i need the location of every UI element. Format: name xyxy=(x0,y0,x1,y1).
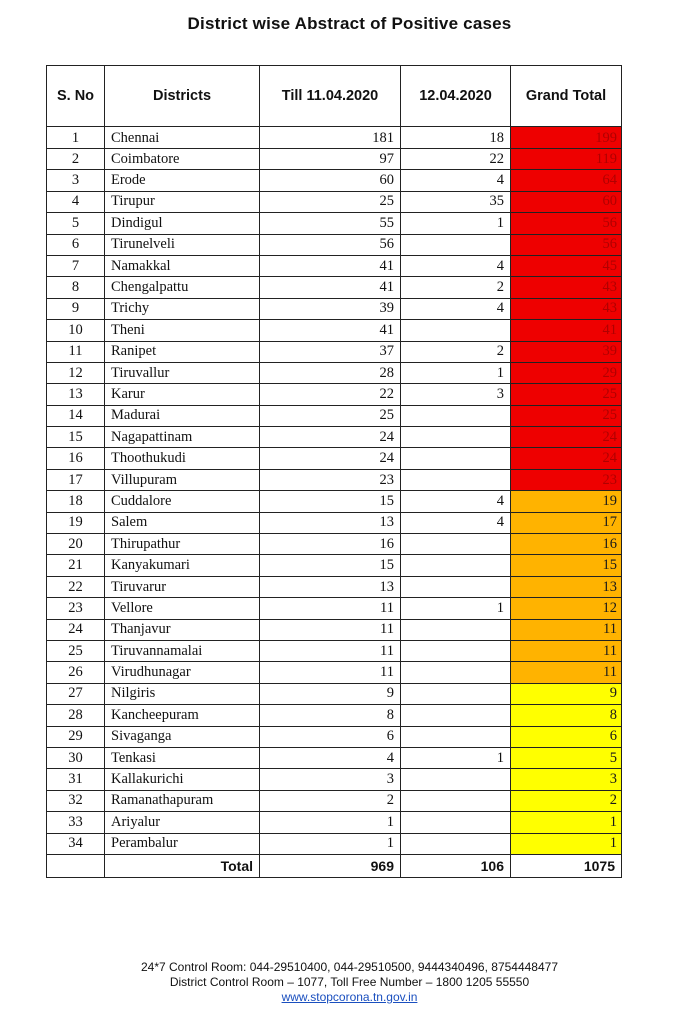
row-grand-total: 199 xyxy=(511,127,622,149)
row-sno: 6 xyxy=(47,234,105,255)
table-row xyxy=(47,769,622,790)
district-control-line: District Control Room – 1077, Toll Free Number – 1800 1205 55550 xyxy=(169,975,530,989)
table-row xyxy=(47,448,622,469)
row-grand-total: 23 xyxy=(511,469,622,490)
row-grand-total: 9 xyxy=(511,683,622,704)
row-till: 28 xyxy=(260,362,401,383)
row-sno: 29 xyxy=(47,726,105,747)
row-day xyxy=(401,619,511,640)
row-day: 4 xyxy=(401,491,511,512)
row-day: 35 xyxy=(401,191,511,212)
row-day xyxy=(401,833,511,854)
row-day xyxy=(401,448,511,469)
table-row xyxy=(47,683,622,704)
row-grand-total: 43 xyxy=(511,277,622,298)
row-sno: 34 xyxy=(47,833,105,854)
row-sno: 21 xyxy=(47,555,105,576)
row-sno: 7 xyxy=(47,255,105,276)
row-till: 181 xyxy=(260,127,401,149)
row-district: Virudhunagar xyxy=(105,662,260,683)
row-till: 97 xyxy=(260,149,401,170)
row-till: 39 xyxy=(260,298,401,319)
row-day xyxy=(401,234,511,255)
table-row xyxy=(47,555,622,576)
row-till: 15 xyxy=(260,491,401,512)
row-till: 37 xyxy=(260,341,401,362)
row-district: Cuddalore xyxy=(105,491,260,512)
row-sno: 25 xyxy=(47,640,105,661)
row-district: Sivaganga xyxy=(105,726,260,747)
row-sno: 33 xyxy=(47,812,105,833)
row-till: 24 xyxy=(260,448,401,469)
row-district: Ramanathapuram xyxy=(105,790,260,811)
row-till: 11 xyxy=(260,662,401,683)
row-sno: 32 xyxy=(47,790,105,811)
row-grand-total: 25 xyxy=(511,405,622,426)
row-day: 2 xyxy=(401,341,511,362)
header-grand-total: Grand Total xyxy=(511,66,622,127)
row-district: Perambalur xyxy=(105,833,260,854)
row-till: 16 xyxy=(260,534,401,555)
table-body xyxy=(47,127,622,855)
row-day: 4 xyxy=(401,298,511,319)
row-till: 11 xyxy=(260,619,401,640)
row-till: 41 xyxy=(260,320,401,341)
row-grand-total: 45 xyxy=(511,255,622,276)
row-sno: 28 xyxy=(47,705,105,726)
row-day xyxy=(401,705,511,726)
row-district: Dindigul xyxy=(105,213,260,234)
row-day: 1 xyxy=(401,362,511,383)
row-day: 2 xyxy=(401,277,511,298)
table-row xyxy=(47,277,622,298)
table-row xyxy=(47,427,622,448)
table-row xyxy=(47,149,622,170)
row-grand-total: 13 xyxy=(511,576,622,597)
row-till: 1 xyxy=(260,812,401,833)
row-district: Tiruvannamalai xyxy=(105,640,260,661)
row-day: 1 xyxy=(401,747,511,768)
header-till-date: Till 11.04.2020 xyxy=(260,66,401,127)
website-link[interactable]: www.stopcorona.tn.gov.in xyxy=(281,990,418,1004)
row-grand-total: 56 xyxy=(511,213,622,234)
row-day: 4 xyxy=(401,512,511,533)
row-till: 13 xyxy=(260,576,401,597)
row-grand-total: 11 xyxy=(511,662,622,683)
row-district: Thanjavur xyxy=(105,619,260,640)
row-till: 11 xyxy=(260,640,401,661)
row-grand-total: 16 xyxy=(511,534,622,555)
row-grand-total: 8 xyxy=(511,705,622,726)
row-grand-total: 29 xyxy=(511,362,622,383)
table-row xyxy=(47,726,622,747)
total-label: Total xyxy=(105,854,260,877)
row-grand-total: 39 xyxy=(511,341,622,362)
row-grand-total: 15 xyxy=(511,555,622,576)
table-row xyxy=(47,362,622,383)
row-day xyxy=(401,534,511,555)
table-row xyxy=(47,640,622,661)
row-till: 2 xyxy=(260,790,401,811)
header-sno: S. No xyxy=(47,66,105,127)
row-grand-total: 60 xyxy=(511,191,622,212)
table-row xyxy=(47,213,622,234)
row-grand-total: 24 xyxy=(511,427,622,448)
row-till: 15 xyxy=(260,555,401,576)
row-sno: 9 xyxy=(47,298,105,319)
total-day: 106 xyxy=(401,854,511,877)
row-sno: 19 xyxy=(47,512,105,533)
table-row xyxy=(47,662,622,683)
row-till: 25 xyxy=(260,405,401,426)
row-sno: 20 xyxy=(47,534,105,555)
row-district: Kallakurichi xyxy=(105,769,260,790)
row-district: Salem xyxy=(105,512,260,533)
row-day xyxy=(401,683,511,704)
row-grand-total: 2 xyxy=(511,790,622,811)
row-sno: 31 xyxy=(47,769,105,790)
table-row xyxy=(47,320,622,341)
row-till: 8 xyxy=(260,705,401,726)
row-district: Tiruvarur xyxy=(105,576,260,597)
row-district: Villupuram xyxy=(105,469,260,490)
row-grand-total: 119 xyxy=(511,149,622,170)
row-day: 1 xyxy=(401,213,511,234)
row-sno: 17 xyxy=(47,469,105,490)
row-sno: 4 xyxy=(47,191,105,212)
row-district: Tirupur xyxy=(105,191,260,212)
row-district: Tenkasi xyxy=(105,747,260,768)
row-till: 3 xyxy=(260,769,401,790)
row-district: Kancheepuram xyxy=(105,705,260,726)
row-sno: 30 xyxy=(47,747,105,768)
row-grand-total: 5 xyxy=(511,747,622,768)
table-row xyxy=(47,512,622,533)
row-day: 22 xyxy=(401,149,511,170)
row-till: 24 xyxy=(260,427,401,448)
table-row xyxy=(47,405,622,426)
table-row xyxy=(47,598,622,619)
table-row xyxy=(47,127,622,149)
table-row xyxy=(47,705,622,726)
table-row xyxy=(47,341,622,362)
row-sno: 11 xyxy=(47,341,105,362)
row-district: Erode xyxy=(105,170,260,191)
row-district: Coimbatore xyxy=(105,149,260,170)
row-sno: 23 xyxy=(47,598,105,619)
table-row xyxy=(47,298,622,319)
row-till: 25 xyxy=(260,191,401,212)
row-sno: 27 xyxy=(47,683,105,704)
positive-cases-table xyxy=(46,65,622,878)
row-till: 1 xyxy=(260,833,401,854)
row-day xyxy=(401,576,511,597)
row-day: 4 xyxy=(401,255,511,276)
table-row xyxy=(47,534,622,555)
table-row xyxy=(47,384,622,405)
row-district: Vellore xyxy=(105,598,260,619)
row-district: Tirunelveli xyxy=(105,234,260,255)
table-row xyxy=(47,255,622,276)
row-till: 55 xyxy=(260,213,401,234)
row-district: Theni xyxy=(105,320,260,341)
table-row xyxy=(47,191,622,212)
row-sno: 18 xyxy=(47,491,105,512)
row-district: Namakkal xyxy=(105,255,260,276)
row-grand-total: 11 xyxy=(511,619,622,640)
row-till: 60 xyxy=(260,170,401,191)
table-row xyxy=(47,234,622,255)
row-till: 41 xyxy=(260,255,401,276)
row-grand-total: 12 xyxy=(511,598,622,619)
table-row xyxy=(47,170,622,191)
row-district: Nagapattinam xyxy=(105,427,260,448)
row-day xyxy=(401,405,511,426)
row-till: 41 xyxy=(260,277,401,298)
row-till: 13 xyxy=(260,512,401,533)
row-grand-total: 43 xyxy=(511,298,622,319)
row-grand-total: 3 xyxy=(511,769,622,790)
row-grand-total: 19 xyxy=(511,491,622,512)
footer xyxy=(0,960,699,1005)
row-grand-total: 6 xyxy=(511,726,622,747)
page-title: District wise Abstract of Positive cases xyxy=(187,14,512,33)
row-district: Kanyakumari xyxy=(105,555,260,576)
row-district: Ranipet xyxy=(105,341,260,362)
row-grand-total: 64 xyxy=(511,170,622,191)
row-district: Thoothukudi xyxy=(105,448,260,469)
row-sno: 26 xyxy=(47,662,105,683)
row-day: 18 xyxy=(401,127,511,149)
row-till: 4 xyxy=(260,747,401,768)
row-till: 6 xyxy=(260,726,401,747)
total-row xyxy=(47,854,622,877)
row-till: 11 xyxy=(260,598,401,619)
row-district: Chennai xyxy=(105,127,260,149)
row-district: Ariyalur xyxy=(105,812,260,833)
row-sno: 2 xyxy=(47,149,105,170)
row-sno: 22 xyxy=(47,576,105,597)
total-till: 969 xyxy=(260,854,401,877)
row-sno: 13 xyxy=(47,384,105,405)
row-day xyxy=(401,812,511,833)
row-district: Madurai xyxy=(105,405,260,426)
row-till: 56 xyxy=(260,234,401,255)
row-till: 22 xyxy=(260,384,401,405)
total-grand: 1075 xyxy=(511,854,622,877)
table-row xyxy=(47,747,622,768)
row-sno: 14 xyxy=(47,405,105,426)
total-blank-cell xyxy=(47,854,105,877)
row-day xyxy=(401,662,511,683)
table-row xyxy=(47,491,622,512)
row-district: Nilgiris xyxy=(105,683,260,704)
table-row xyxy=(47,619,622,640)
row-till: 23 xyxy=(260,469,401,490)
row-sno: 15 xyxy=(47,427,105,448)
row-sno: 1 xyxy=(47,127,105,149)
row-district: Chengalpattu xyxy=(105,277,260,298)
row-day xyxy=(401,640,511,661)
row-grand-total: 56 xyxy=(511,234,622,255)
row-district: Trichy xyxy=(105,298,260,319)
row-grand-total: 11 xyxy=(511,640,622,661)
row-day xyxy=(401,427,511,448)
table-row xyxy=(47,833,622,854)
header-districts: Districts xyxy=(105,66,260,127)
table-row xyxy=(47,469,622,490)
row-sno: 10 xyxy=(47,320,105,341)
table-header-row xyxy=(47,66,622,127)
row-day xyxy=(401,726,511,747)
table-row xyxy=(47,576,622,597)
row-sno: 8 xyxy=(47,277,105,298)
row-day xyxy=(401,555,511,576)
table-row xyxy=(47,812,622,833)
row-grand-total: 17 xyxy=(511,512,622,533)
table-row xyxy=(47,790,622,811)
row-grand-total: 41 xyxy=(511,320,622,341)
row-district: Karur xyxy=(105,384,260,405)
row-grand-total: 24 xyxy=(511,448,622,469)
header-day-date: 12.04.2020 xyxy=(401,66,511,127)
row-day: 1 xyxy=(401,598,511,619)
row-sno: 16 xyxy=(47,448,105,469)
row-sno: 12 xyxy=(47,362,105,383)
row-grand-total: 1 xyxy=(511,833,622,854)
row-day xyxy=(401,769,511,790)
row-sno: 24 xyxy=(47,619,105,640)
row-grand-total: 1 xyxy=(511,812,622,833)
row-district: Tiruvallur xyxy=(105,362,260,383)
row-sno: 3 xyxy=(47,170,105,191)
row-day xyxy=(401,320,511,341)
row-sno: 5 xyxy=(47,213,105,234)
control-room-line: 24*7 Control Room: 044-29510400, 044-29510500, 9444340496, 8754448477 xyxy=(140,960,559,974)
row-day: 3 xyxy=(401,384,511,405)
row-grand-total: 25 xyxy=(511,384,622,405)
row-day xyxy=(401,790,511,811)
row-district: Thirupathur xyxy=(105,534,260,555)
row-till: 9 xyxy=(260,683,401,704)
row-day xyxy=(401,469,511,490)
row-day: 4 xyxy=(401,170,511,191)
